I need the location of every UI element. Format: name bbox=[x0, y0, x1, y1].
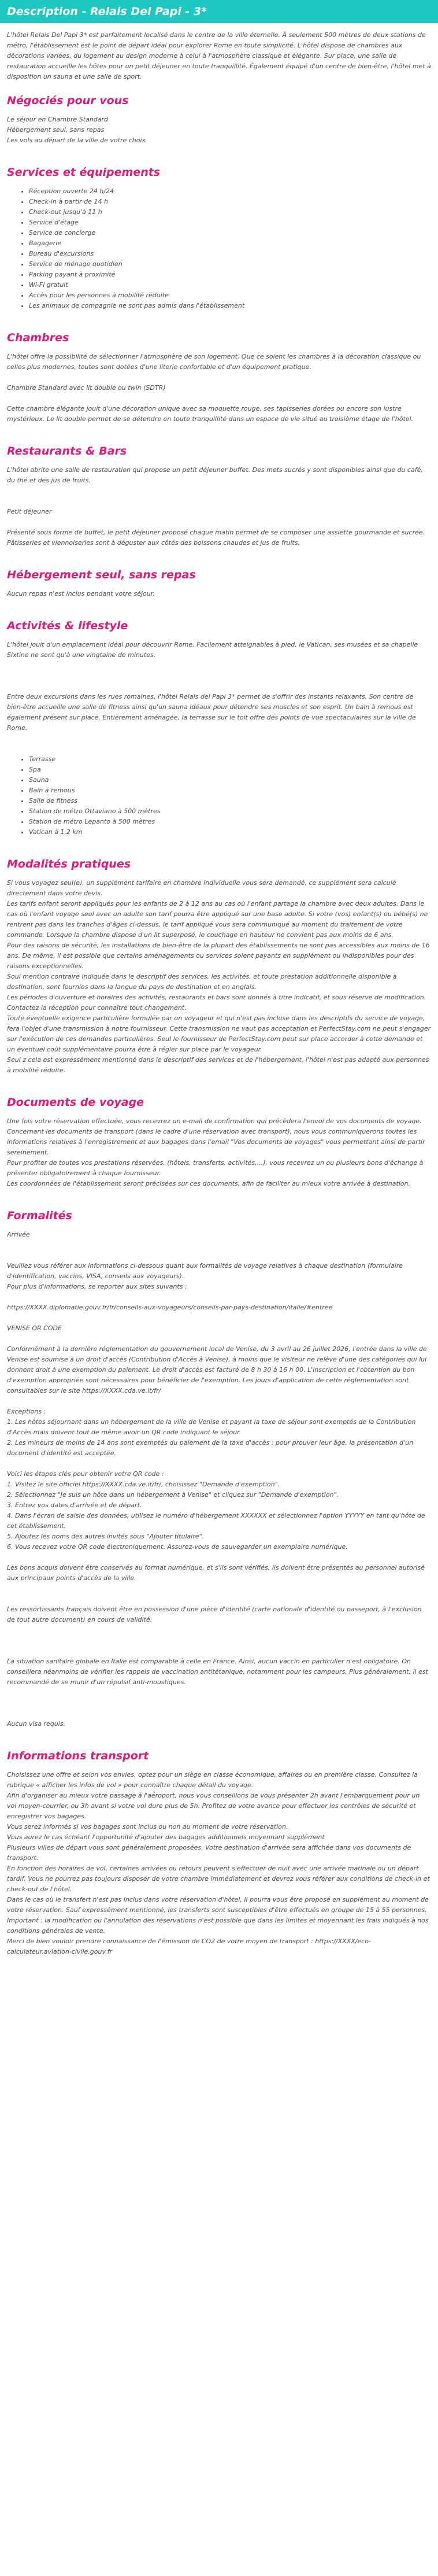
services-item: • Parking payant à proximité bbox=[29, 270, 431, 280]
arrival-label: Arrivée bbox=[7, 1231, 30, 1238]
intro-paragraph: L'hôtel Relais Del Papi 3* est parfaitement localisé dans le centre de la ville éternelle. À seulement 500 mètres de deux stations de métro, l'établissement est le point de départ idéal pour explorer Rome en toute simplicité. L'hôtel dispose de chambres aux décorations variées, du logement au design moderne à celui à l'atmosphère classique et élégante. Sur place, une salle de restauration accueille les hôtes pour un petit déjeuner en toute tranquillité. Également équipé d'un centre de bien-être, l'hôtel met à disposition un sauna et une salle de sport. bbox=[7, 31, 431, 80]
activites-item: • Salle de fitness bbox=[29, 796, 431, 806]
section-heading-formalites: Formalités bbox=[7, 1209, 72, 1222]
breakfast-description: Présenté sous forme de buffet, le petit déjeuner proposé chaque matin permet de se composer une assiette gourmande et sucrée. Pâtisseries et viennoiseries sont à déguster aux côtés des boissons chaudes et jus de fruits. bbox=[7, 529, 425, 547]
activites-item: • Station de métro Ottaviano à 500 mètres bbox=[29, 806, 431, 817]
formalites-paragraph: Conformément à la dernière réglementation du gouvernement local de Venise, du 3 avril au 26 juillet 2026, l'entrée dans la ville de Venise est soumise à un droit d'accès (Contribution d'Accès à Venise), à moins que le visiteur ne relève d'une des catégories qui lui donnent droit à une exemption du paiement. Le droit d'accès est facturé de 8 h 30 à 16 h 00. L'inscription et l'obtention du bon d'exemption appropriée sont nécessaires pour bénéficier de l'exemption. Les jours d'application de cette réglementation sont consultables sur le site https://XXXX.cda.ve.it/fr/ bbox=[7, 1345, 427, 1394]
visa-paragraph: Aucun visa requis. bbox=[7, 1720, 66, 1728]
services-item: • Service de concierge bbox=[29, 228, 431, 238]
breakfast-label: Petit déjeuner bbox=[7, 508, 52, 515]
hebergement-paragraph: Aucun repas n'est inclus pendant votre séjour. bbox=[7, 590, 155, 597]
negocie-line: Hébergement seul, sans repas bbox=[7, 126, 105, 134]
services-list bbox=[7, 186, 431, 311]
restaurants-paragraph: L'hôtel abrite une salle de restauration qui propose un petit déjeuner buffet. Des mets sucrés y sont disponibles ainsi que du café, du thé et des jus de fruits. bbox=[7, 466, 423, 484]
services-item: • Wi-Fi gratuit bbox=[29, 280, 431, 290]
description-content bbox=[0, 30, 438, 1957]
section-heading-modalites: Modalités pratiques bbox=[7, 858, 131, 870]
qr-steps-paragraph: Voici les étapes clés pour obtenir votre QR code : 1. Visitez le site officiel https://XXXX.cda.ve.it/fr/, choisissez "Demande d'exemption". 2. Sélectionnez "Je suis un hôte dans un hébergement à Venise" et cliquez sur "Demande d'exemption". 3. Entrez vos dates d'arrivée et de départ. 4. Dans l'écran de saisie des données, utilisez le numéro d'hébergement XXXXXX et sélectionnez l'option YYYYY en tant qu'hôte de cet établissement. 5. Ajoutez les noms des autres invités sous "Ajouter titulaire". 6. Vous recevez votre QR code électroniquement. Assurez-vous de sauvegarder un exemplaire numérique. bbox=[7, 1470, 425, 1551]
services-item: • Check-out jusqu'à 11 h bbox=[29, 207, 431, 217]
section-heading-activites: Activités & lifestyle bbox=[7, 619, 128, 632]
services-item: • Bagagerie bbox=[29, 238, 431, 249]
negocie-line: Le séjour en Chambre Standard bbox=[7, 116, 109, 123]
venise-qr-heading: VENISE QR CODE bbox=[7, 1324, 62, 1332]
page-title: Description - Relais Del Papi - 3* bbox=[0, 0, 438, 23]
activites-item: • Vatican à 1,2 km bbox=[29, 827, 431, 837]
section-heading-services: Services et équipements bbox=[7, 166, 161, 179]
transport-paragraph: Choisissez une offre et selon vos envies, optez pour un siège en classe économique, affaires ou en première classe. Consultez la rubrique « afficher les infos de vol » pour connaître chaque détail du voyage. Afin d'organiser au mieux votre passage à l'aéroport, nous vous conseillons de vous présenter 2h avant l'embarquement pour un vol moyen-courrier, ou 3h avant si votre vol dure plus de 5h. Profitez de votre avance pour effectuer les contrôles de sécurité et enregistrer vos bagages. Vous serez informés si vos bagages sont inclus ou non au moment de votre réservation. Vous aurez le cas échéant l'opportunité d'ajouter des bagages additionnels moyennant supplément Plusieurs villes de départ vous sont généralement proposées. Votre destination d'arrivée sera affichée dans vos documents de transport. En fonction des horaires de vol, certaines arrivées ou retours peuvent s'effectuer de nuit avec une arrivée matinale ou un départ tardif. Vous ne pourrez pas toujours disposer de votre chambre immédiatement et devrez vous référer aux conditions de check-in et check-out de l'hôtel. Dans le cas où le transfert n'est pas inclus dans votre réservation d'hôtel, il pourra vous être proposé en supplément au moment de votre réservation. Sauf expressément mentionné, les transferts sont susceptibles d'être effectués en groupe de 15 à 55 personnes. Important : la modification ou l'annulation des réservations n'est possible que dans les limites et moyennant les frais indiqués à nos conditions générales de vente. Merci de bien vouloir prendre connaissance de l'émission de CO2 de votre moyen de transport : https://XXXX/eco-calculateur.aviation-civile.gouv.fr bbox=[7, 1771, 430, 1955]
activites-paragraph: L'hôtel jouit d'un emplacement idéal pour découvrir Rome. Facilement atteignables à pied, le Vatican, ses musées et sa chapelle Sixtine ne sont qu'à une vingtaine de minutes. bbox=[7, 641, 418, 659]
modalites-paragraph: Si vous voyagez seul(e), un supplément tarifaire en chambre individuelle vous sera demandé, ce supplément sera calculé directement dans votre devis. Les tarifs enfant seront appliqués pour les enfants de 2 à 12 ans au cas où l'enfant partage la chambre avec deux adultes. Dans le cas où l'enfant voyage seul avec un adulte son tarif pourra être appliqué sur une base adulte. Si votre (vos) enfant(s) ou bébé(s) ne rentrent pas dans les tranches d'âges ci-dessus, le tarif appliqué vous sera communiqué au moment du traitement de votre commande. Lorsque la chambre dispose d'un lit superposé, le couchage en hauteur ne convient pas aux moins de 6 ans. Pour des raisons de sécurité, les installations de bien-être de la plupart des établissements ne sont pas accessibles aux moins de 16 ans. De même, il est possible que certains aménagements ou services soient payants en supplément ou indisponibles pour des raisons exceptionnelles. Soul mention contraire indiquée dans le descriptif des services, les activités, et toute prestation additionnelle disponible à destination, sont fournies dans la langue du pays de destination et en anglais. Les périodes d'ouverture et horaires des activités, restaurants et bars sont donnés à titre indicatif, et sous réserve de modification. Contactez la réception pour connaître tout changement. Toute éventuelle exigence particulière formulée par un voyageur et qui n'est pas incluse dans les descriptifs du service de voyage, fera l'objet d'une transmission à notre fournisseur. Cette transmission ne vaut pas acceptation et PerfectStay.com ne peut s'engager sur l'exécution de ces demandes particulières. Seul le fournisseur de PerfectStay.com peut sur place accorder à cette demande et un éventuel coût supplémentaire pourra être à régler sur place par le voyageur. Seul z cela est expressément mentionné dans le descriptif des services et de l'hébergement, l'hôtel n'est pas adapté aux personnes à mobilité réduite. bbox=[7, 879, 431, 1074]
formalites-paragraph: Veuillez vous référer aux informations ci-dessous quant aux formalités de voyage relatives à chaque destination (formulaire d'identification, vaccins, VISA, conseils aux voyageurs). Pour plus d'informations, se reporter aux sites suivants : bbox=[7, 1262, 403, 1290]
formalites-paragraph: Les bons acquis doivent être conservés au format numérique, et s'ils sont vérifiés, ils doivent être présentés au personnel autorisé aux principaux points d'accès de la ville. bbox=[7, 1564, 425, 1582]
activites-item: • Bain à remous bbox=[29, 785, 431, 796]
activites-item: • Terrasse bbox=[29, 754, 431, 765]
formalites-paragraph: Les ressortissants français doivent être en possession d'une pièce d'identité (carte nationale d'identité ou passeport, à l'exclusion de tout autre document) en cours de validité. bbox=[7, 1606, 422, 1623]
section-heading-chambres: Chambres bbox=[7, 331, 69, 344]
negocie-line: Les vols au départ de la ville de votre choix bbox=[7, 136, 146, 144]
services-item: • Les animaux de compagnie ne sont pas admis dans l'établissement bbox=[29, 301, 431, 311]
activites-paragraph: Entre deux excursions dans les rues romaines, l'hôtel Relais del Papi 3* permet de s'offrir des instants relaxants. Son centre de bien-être accueille une salle de fitness ainsi qu'un sauna idéaux pour détendre ses muscles et son esprit. Un bain à remous est également présent sur place. Entièrement aménagée, la terrasse sur le toit offre des points de vue spectaculaires sur la ville de Rome. bbox=[7, 693, 416, 732]
activites-list bbox=[7, 754, 431, 837]
services-item: • Accès pour les personnes à mobilité réduite bbox=[29, 290, 431, 301]
room-description: Cette chambre élégante jouit d'une décoration unique avec sa moquette rouge, ses tapisseries dorées ou encore son lustre mystérieux. Le lit double permet de se détendre en toute tranquillité dans un espace de vie situé au troisième étage de l'hôtel. bbox=[7, 405, 414, 423]
section-heading-hebergement: Hébergement seul, sans repas bbox=[7, 569, 196, 581]
services-item: • Réception ouverte 24 h/24 bbox=[29, 186, 431, 197]
activites-item: • Sauna bbox=[29, 775, 431, 785]
services-item: • Check-in à partir de 14 h bbox=[29, 197, 431, 207]
section-heading-negocie: Négociés pour vous bbox=[7, 94, 129, 107]
services-item: • Service de ménage quotidien bbox=[29, 259, 431, 270]
section-heading-documents: Documents de voyage bbox=[7, 1096, 144, 1109]
documents-paragraph: Une fois votre réservation effectuée, vous recevrez un e-mail de confirmation qui précèdera l'envoi de vos documents de voyage. Concernant les documents de transport (dans le cadre d'une réservation avec transport), nous vous communiquerons toutes les informations relatives à l'enregistrement et aux bagages dans l'email "Vos documents de voyages" vous permettant ainsi de partir sereinement. Pour profiter de toutes vos prestations réservées, (hôtels, transferts, activités,...), vous recevrez un ou plusieurs bons d'échange à présenter obligatoirement à chaque fournisseur. Les coordonnées de l'établissement seront précisées sur ces documents, afin de faciliter au mieux votre arrivée à destination. bbox=[7, 1117, 425, 1187]
section-heading-transport: Informations transport bbox=[7, 1750, 149, 1762]
activites-item: • Station de métro Lepanto à 500 mètres bbox=[29, 817, 431, 827]
exceptions-paragraph: Exceptions : 1. Les hôtes séjournant dans un hébergement de la ville de Venise et payant la taxe de séjour sont exemptés de la Contribution d'Accès mais doivent tout de même avoir un QR code indiquant le séjour. 2. Les mineurs de moins de 14 ans sont exemptés du paiement de la taxe d'accès : pour prouver leur âge, la présentation d'un document d'identité est acceptée. bbox=[7, 1408, 416, 1457]
formalites-paragraph: La situation sanitaire globale en Italie est comparable à celle en France. Ainsi, aucun vaccin en particulier n'est obligatoire. On conseillera néanmoins de vérifier les rappels de vaccination antitétanique, notamment pour les campeurs. Plus généralement, il est recommandé de se munir d'un répulsif anti-moustiques. bbox=[7, 1658, 428, 1686]
services-item: • Service d'étage bbox=[29, 217, 431, 228]
activites-item: • Spa bbox=[29, 765, 431, 775]
services-item: • Bureau d'excursions bbox=[29, 249, 431, 259]
section-heading-restaurants: Restaurants & Bars bbox=[7, 445, 127, 457]
diplomatie-link[interactable]: https://XXXX.diplomatie.gouv.fr/fr/conseils-aux-voyageurs/conseils-par-pays-destination/italie/#entree bbox=[7, 1304, 333, 1311]
chambres-paragraph: L'hôtel offre la possibilité de sélectionner l'atmosphère de son logement. Que ce soient les chambres à la décoration classique ou celles plus modernes, toutes sont dotées d'une literie confortable et d'un équipement pratique. bbox=[7, 353, 421, 371]
room-type-label: Chambre Standard avec lit double ou twin (SDTR) bbox=[7, 384, 166, 392]
